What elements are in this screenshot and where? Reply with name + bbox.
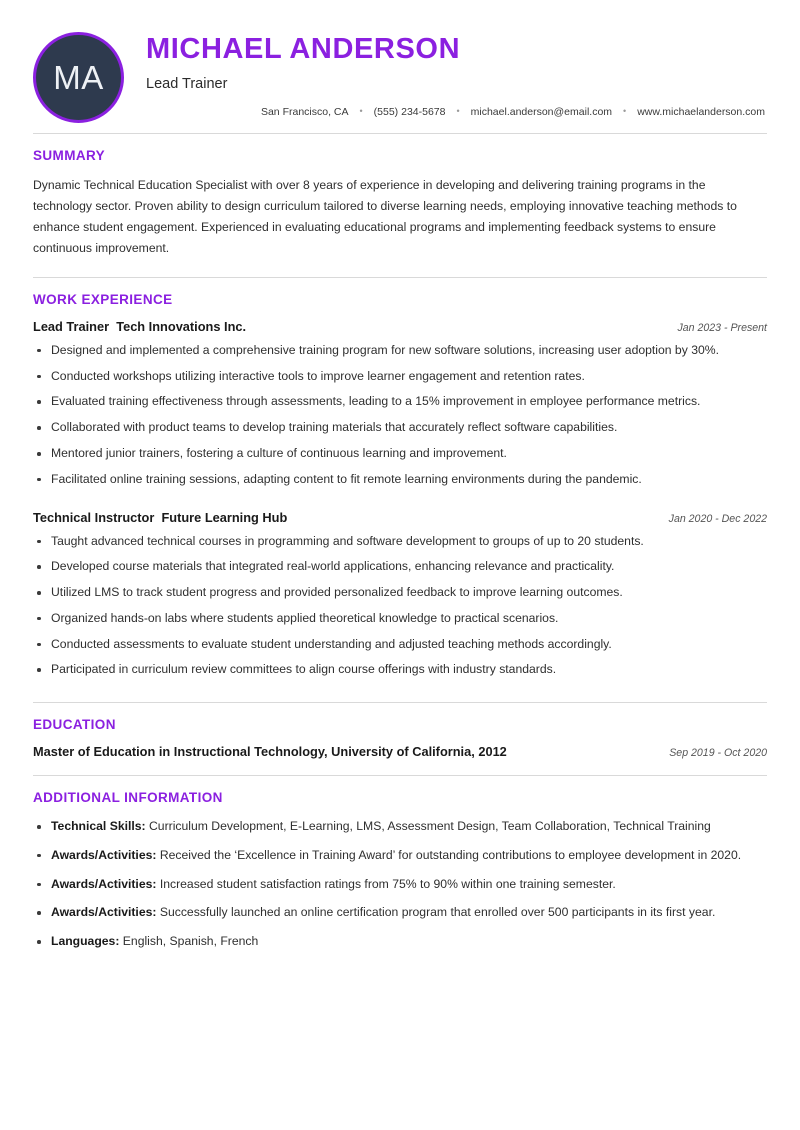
list-item: Conducted assessments to evaluate student understanding and adjusted teaching methods accordingly. (33, 635, 767, 655)
list-item: Designed and implemented a comprehensive training program for new software solutions, increasing user adoption by 30%. (33, 341, 767, 361)
avatar (33, 32, 124, 123)
list-item: Evaluated training effectiveness through assessments, leading to a 15% improvement in employee performance metrics. (33, 392, 767, 412)
resume-header (33, 28, 767, 133)
contact-website[interactable]: www.michaelanderson.com (637, 105, 765, 118)
work-entry-head (33, 319, 767, 334)
entry-spacer (33, 496, 767, 510)
list-item: Participated in curriculum review committees to align course offerings with industry standards. (33, 660, 767, 680)
work-entry (33, 510, 767, 681)
work-entry-date: Jan 2023 - Present (677, 321, 767, 334)
section-education (33, 703, 767, 775)
work-entry-head (33, 510, 767, 525)
info-text: Received the ‘Excellence in Training Award’ for outstanding contributions to employee development in 2020. (156, 847, 742, 862)
info-label: Technical Skills: (51, 819, 146, 834)
info-label: Languages: (51, 934, 120, 949)
header-text-block (146, 28, 767, 118)
list-item: Facilitated online training sessions, adapting content to fit remote learning environments during the pandemic. (33, 470, 767, 490)
list-item (33, 932, 767, 952)
section-title-summary: SUMMARY (33, 148, 106, 163)
list-item: Taught advanced technical courses in programming and software development to groups of up to 20 students. (33, 532, 767, 552)
section-title-work-experience: WORK EXPERIENCE (33, 291, 173, 307)
avatar-initials: MA (53, 59, 104, 96)
contact-line (146, 106, 767, 118)
list-item (33, 817, 767, 837)
education-entry (33, 744, 767, 759)
education-entry-title: Master of Education in Instructional Technology, University of California, 2012 (33, 744, 507, 760)
contact-separator-icon: • (623, 106, 627, 117)
education-entry-head (33, 744, 767, 759)
list-item (33, 903, 767, 923)
section-additional-information (33, 776, 767, 952)
section-title-education: EDUCATION (33, 717, 116, 733)
section-summary (33, 134, 767, 277)
list-item: Mentored junior trainers, fostering a culture of continuous learning and improvement. (33, 444, 767, 464)
work-entry-bullets (33, 341, 767, 490)
additional-information-list (33, 817, 767, 952)
list-item: Collaborated with product teams to develop training materials that accurately reflect software capabilities. (33, 418, 767, 438)
list-item: Organized hands-on labs where students applied theoretical knowledge to practical scenarios. (33, 609, 767, 629)
section-work-experience (33, 278, 767, 702)
work-entry-title: Technical Instructor Future Learning Hub (33, 509, 288, 525)
job-role: Lead Trainer (146, 75, 228, 92)
work-entry (33, 319, 767, 490)
info-text: Curriculum Development, E-Learning, LMS, Assessment Design, Team Collaboration, Technical Training (145, 819, 711, 834)
section-title-additional-information: ADDITIONAL INFORMATION (33, 790, 223, 806)
info-text: English, Spanish, French (119, 934, 259, 949)
list-item (33, 875, 767, 895)
page-title: MICHAEL ANDERSON (146, 33, 461, 65)
education-entry-date: Sep 2019 - Oct 2020 (669, 747, 767, 760)
list-item (33, 846, 767, 866)
work-entry-bullets (33, 532, 767, 681)
list-item: Developed course materials that integrated real-world applications, enhancing relevance and practicality. (33, 557, 767, 577)
info-label: Awards/Activities: (51, 876, 157, 891)
contact-separator-icon: • (359, 106, 363, 117)
info-label: Awards/Activities: (51, 847, 157, 862)
info-text: Increased student satisfaction ratings from 75% to 90% within one training semester. (156, 876, 616, 891)
summary-text: Dynamic Technical Education Specialist with over 8 years of experience in developing and delivering training programs in the technology sector. Proven ability to design curriculum tailored to diverse learning needs, employing innovative teaching methods to enhance student engagement. Experienced in evaluating educational programs and implementing feedback systems to ensure continuous improvement. (33, 178, 737, 255)
contact-phone[interactable]: (555) 234-5678 (373, 105, 446, 118)
contact-email[interactable]: michael.anderson@email.com (470, 105, 613, 118)
list-item: Utilized LMS to track student progress and provided personalized feedback to improve learning outcomes. (33, 583, 767, 603)
contact-location: San Francisco, CA (260, 105, 349, 118)
work-entry-date: Jan 2020 - Dec 2022 (668, 512, 767, 525)
info-label: Awards/Activities: (51, 905, 157, 920)
work-entry-title: Lead Trainer Tech Innovations Inc. (33, 318, 247, 334)
info-text: Successfully launched an online certification program that enrolled over 500 participants in its first year. (156, 905, 716, 920)
contact-separator-icon: • (456, 106, 460, 117)
list-item: Conducted workshops utilizing interactive tools to improve learner engagement and retention rates. (33, 367, 767, 387)
